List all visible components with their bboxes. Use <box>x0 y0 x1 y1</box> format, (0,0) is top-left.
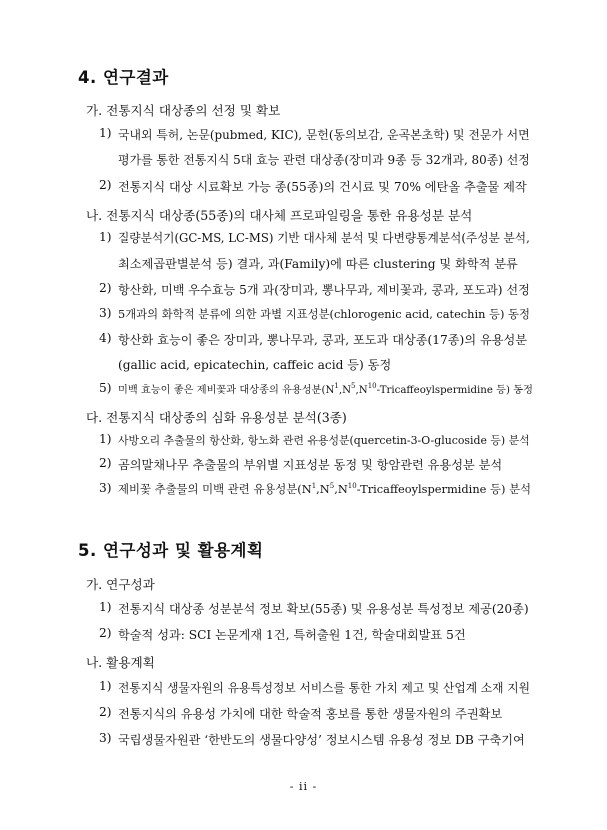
item-number: 4) <box>99 331 112 345</box>
item-text: 항산화, 미백 우수효능 5개 과(장미과, 뽕나무과, 제비꽃과, 콩과, 포도과) 선정 <box>118 283 530 297</box>
item-number: 2) <box>99 705 112 719</box>
item-text: 국내외 특허, 논문(pubmed, KIC), 문헌(동의보감, 운곡본초학) 및 전문가 서면 <box>118 128 530 142</box>
page-number: - ii - <box>289 780 318 793</box>
section-4-ga-heading: 가. 전통지식 대상종의 선정 및 확보 <box>86 103 281 118</box>
item-text-continuation: (gallic acid, epicatechin, caffeic acid 등) 동정 <box>118 358 392 372</box>
item-text-continuation: 평가를 통한 전통지식 5대 효능 관련 대상종(장미과 9종 등 32개과, 80종) 선정 <box>118 153 530 167</box>
item-text-continuation: 최소제곱판별분석 등) 결과, 과(Family)에 따른 clustering 및 화학적 분류 <box>118 257 518 271</box>
item-text: 제비꽃 추출물의 미백 관련 유용성분($N^1,N^5,N^{10}$-Tricaffeoylspermidine 등) 분석 <box>118 482 532 496</box>
section-4-da-heading: 다. 전통지식 대상종의 심화 유용성분 분석(3종) <box>86 410 347 425</box>
section-4-na-heading: 나. 전통지식 대상종(55종)의 대사체 프로파일링을 통한 유용성분 분석 <box>86 208 473 223</box>
item-text: 사방오리 추출물의 항산화, 항노화 관련 유용성분(quercetin-3-O-glucoside 등) 분석 <box>118 434 530 447</box>
item-text: 미백 효능이 좋은 제비꽃과 대상종의 유용성분($N^1,N^5,N^{10}$-Tricaffeoylspermidine 등) 동정 <box>118 382 533 396</box>
item-text: 국립생물자원관 ‘한반도의 생물다양성’ 정보시스템 유용성 정보 DB 구축기여 <box>118 733 525 747</box>
section-5-ga-heading: 가. 연구성과 <box>86 577 155 592</box>
item-number: 1) <box>99 600 112 614</box>
section-4-title: 4. 연구결과 <box>78 68 169 87</box>
item-text: 전통지식 대상종 성분분석 정보 확보(55종) 및 유용성분 특성정보 제공(20종) <box>118 602 529 616</box>
item-number: 3) <box>99 481 112 495</box>
item-number: 2) <box>99 281 112 295</box>
item-text: 전통지식의 유용성 가치에 대한 학술적 홍보를 통한 생물자원의 주권확보 <box>118 707 503 721</box>
item-number: 1) <box>99 679 112 693</box>
item-number: 2) <box>99 178 112 192</box>
item-text: 학술적 성과: SCI 논문게재 1건, 특허출원 1건, 학술대회발표 5건 <box>118 628 466 642</box>
item-number: 1) <box>99 230 112 244</box>
item-number: 2) <box>99 456 112 470</box>
item-text: 곰의말채나무 추출물의 부위별 지표성분 동정 및 항암관련 유용성분 분석 <box>118 458 503 472</box>
item-text: 질량분석기(GC-MS, LC-MS) 기반 대사체 분석 및 다변량통계분석(주성분 분석, <box>118 231 530 245</box>
section-5-na-heading: 나. 활용계획 <box>86 655 155 670</box>
item-number: 1) <box>99 432 112 446</box>
item-text: 전통지식 대상 시료확보 가능 종(55종)의 건시료 및 70% 에탄올 추출물 제작 <box>118 180 527 194</box>
item-text: 전통지식 생물자원의 유용특성정보 서비스를 통한 가치 제고 및 산업계 소재 지원 <box>118 681 530 695</box>
item-text: 항산화 효능이 좋은 장미과, 뽕나무과, 콩과, 포도과 대상종(17종)의 유용성분 <box>118 333 528 347</box>
item-number: 3) <box>99 306 112 320</box>
item-text: 5개과의 화학적 분류에 의한 과별 지표성분(chlorogenic acid, catechin 등) 동정 <box>118 307 530 321</box>
item-number: 2) <box>99 626 112 640</box>
section-5-title: 5. 연구성과 및 활용계획 <box>78 541 264 560</box>
item-number: 3) <box>99 731 112 745</box>
item-number: 1) <box>99 126 112 140</box>
item-number: 5) <box>99 381 112 395</box>
